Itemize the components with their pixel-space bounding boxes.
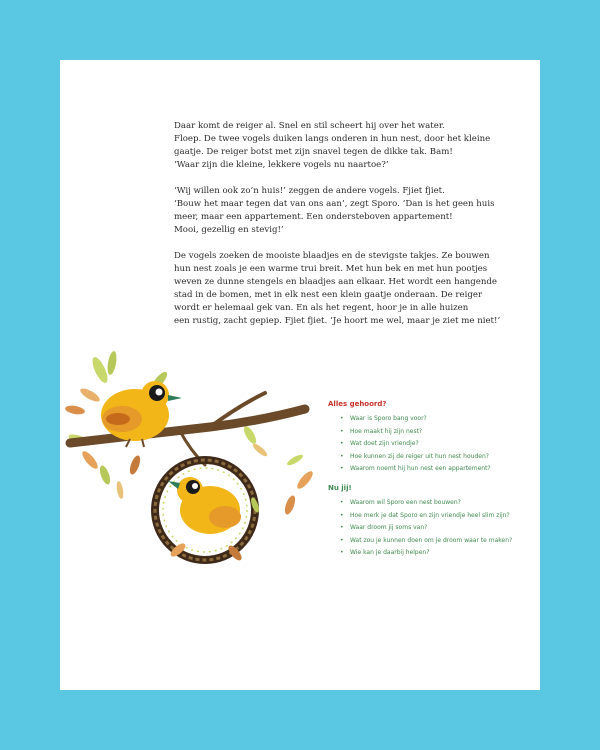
question-text: Hoe merk je dat Sporo en zijn vriendje heel slim zijn?	[350, 511, 510, 519]
question-text: Waarom noemt hij hun nest een appartement?	[350, 465, 491, 473]
story-line: een rustig, zacht gepiep. Fjiet fjiet. ‘Je hoort me wel, maar je ziet me niet!’	[174, 316, 501, 326]
story-line: ‘Waar zijn die kleine, lekkere vogels nu naartoe?’	[174, 160, 389, 170]
bullet-icon: •	[340, 440, 344, 448]
list-item	[328, 426, 538, 439]
bullet-icon: •	[340, 452, 344, 460]
list-item	[328, 438, 538, 451]
questions-panel	[328, 400, 538, 560]
question-text: Waarom wil Sporo een nest bouwen?	[350, 498, 461, 506]
question-text: Wat doet zijn vriendje?	[350, 440, 419, 448]
list-item	[328, 535, 538, 548]
you-question-list	[328, 497, 538, 560]
bullet-icon: •	[340, 465, 344, 473]
question-text: Wie kan je daarbij helpen?	[350, 549, 430, 557]
list-item	[328, 547, 538, 560]
birds-nest-picture	[60, 335, 325, 595]
story-line: weven ze dunne stengels en blaadjes aan elkaar. Het wordt een hangende	[174, 277, 497, 287]
story-line: De vogels zoeken de mooiste blaadjes en de stevigste takjes. Ze bouwen	[174, 251, 490, 261]
question-text: Waar droom jij soms van?	[350, 524, 428, 532]
bullet-icon: •	[340, 549, 344, 557]
bullet-icon: •	[340, 427, 344, 435]
bullet-icon: •	[340, 498, 344, 506]
heard-heading: Alles gehoord?	[328, 400, 387, 408]
list-item	[328, 510, 538, 523]
story-line: gaatje. De reiger botst met zijn snavel tegen de dikke tak. Bam!	[174, 147, 453, 157]
list-item	[328, 497, 538, 510]
book-page	[60, 60, 540, 690]
story-line: hun nest zoals je een warme trui breit. Met hun bek en met hun pootjes	[174, 264, 488, 274]
list-item	[328, 451, 538, 464]
story-line: wordt er helemaal gek van. En als het regent, hoor je in alle huizen	[174, 303, 469, 313]
list-item	[328, 413, 538, 426]
story-text	[174, 120, 501, 341]
story-paragraph-2	[174, 185, 495, 237]
story-paragraph-1	[174, 120, 491, 172]
story-line: ‘Wij willen ook zo’n huis!’ zeggen de andere vogels. Fjiet fjiet.	[174, 186, 445, 196]
bird-in-nest-icon	[168, 477, 241, 534]
list-item	[328, 463, 538, 476]
story-paragraph-3	[174, 250, 501, 328]
story-line: meer, maar een appartement. Een ondersteboven appartement!	[174, 212, 453, 222]
question-text: Hoe kunnen zij de reiger uit hun nest houden?	[350, 452, 489, 460]
list-item	[328, 522, 538, 535]
bullet-icon: •	[340, 536, 344, 544]
heard-question-list	[328, 413, 538, 476]
question-text: Wat zou je kunnen doen om je droom waar te maken?	[350, 536, 513, 544]
birds-illustration	[60, 335, 325, 595]
bullet-icon: •	[340, 415, 344, 422]
bullet-icon: •	[340, 511, 344, 519]
story-line: stad in de bomen, met in elk nest een klein gaatje onderaan. De reiger	[174, 290, 483, 300]
question-text: Waar is Sporo bang voor?	[350, 415, 427, 422]
story-line: Floep. De twee vogels duiken langs onderen in hun nest, door het kleine	[174, 134, 491, 144]
story-line: Daar komt de reiger al. Snel en stil scheert hij over het water.	[174, 121, 445, 131]
story-line: Mooi, gezellig en stevig!’	[174, 225, 284, 235]
question-text: Hoe maakt hij zijn nest?	[350, 427, 423, 435]
you-heading: Nu jij!	[328, 483, 352, 492]
bullet-icon: •	[340, 524, 344, 532]
story-line: ‘Bouw het maar tegen dat van ons aan’, zegt Sporo. ‘Dan is het geen huis	[174, 199, 495, 209]
